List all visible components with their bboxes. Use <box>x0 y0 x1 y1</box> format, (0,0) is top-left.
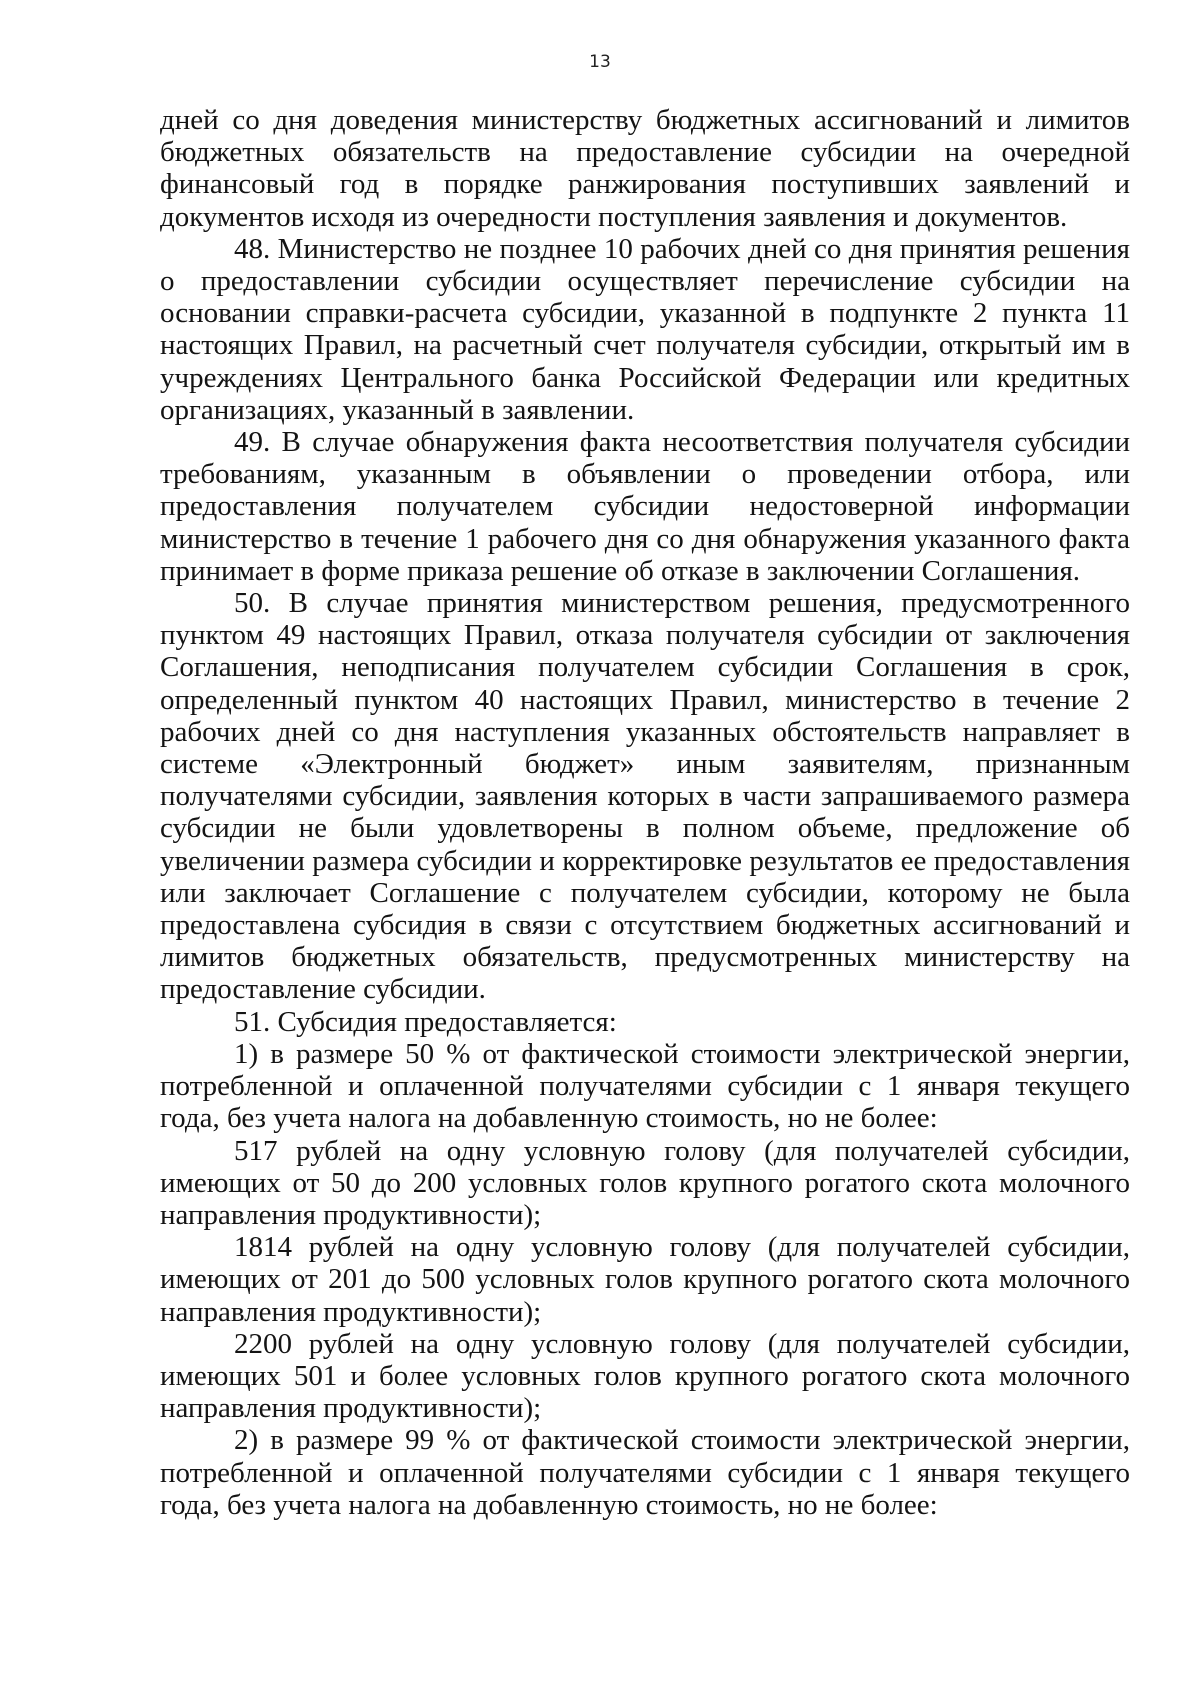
subitem-1: 1) в размере 50 % от фактической стоимости электрической энергии, потребленной и оплаченной получателями субсидии с 1 января текущего года, без учета налога на добавленную стоимость, но не более: <box>160 1037 1130 1135</box>
subitem-2: 2) в размере 99 % от фактической стоимости электрической энергии, потребленной и оплаченной получателями субсидии с 1 января текущего года, без учета налога на добавленную стоимость, но не более: <box>160 1424 1130 1521</box>
paragraph-50: 50. В случае принятия министерством решения, предусмотренного пунктом 49 настоящих Правил, отказа получателя субсидии от заключения Соглашения, неподписания получателем субсидии Соглашения в срок, определенный пунктом 40 настоящих Правил, министерство в течение 2 рабочих дней со дня наступления указанных обстоятельств направляет в системе «Электронный бюджет» иным заявителям, признанным получателями субсидии, заявления которых в части запрашиваемого размера субсидии не были удовлетворены в полном объеме, предложение об увеличении размера субсидии и корректировке результатов ее предоставления или заключает Соглашение с получателем субсидии, которому не была предоставлена субсидия в связи с отсутствием бюджетных ассигнований и лимитов бюджетных обязательств, предусмотренных министерству на предоставление субсидии. <box>160 587 1130 1006</box>
paragraph-continuation: дней со дня доведения министерству бюджетных ассигнований и лимитов бюджетных обязательств на предоставление субсидии на очередной финансовый год в порядке ранжирования поступивших заявлений и документов исходя из очередности поступления заявления и документов. <box>160 104 1130 233</box>
amount-2200: 2200 рублей на одну условную голову (для получателей субсидии, имеющих 501 и более условных голов крупного рогатого скота молочного направления продуктивности); <box>160 1327 1130 1425</box>
amount-517: 517 рублей на одну условную голову (для получателей субсидии, имеющих от 50 до 200 условных голов крупного рогатого скота молочного направления продуктивности); <box>160 1134 1130 1231</box>
paragraph-51: 51. Субсидия предоставляется: <box>234 1005 617 1038</box>
paragraph-48: 48. Министерство не позднее 10 рабочих дней со дня принятия решения о предоставлении субсидии осуществляет перечисление субсидии на основании справки-расчета субсидии, указанной в подпункте 2 пункта 11 настоящих Правил, на расчетный счет получателя субсидии, открытый им в учреждениях Центрального банка Российской Федерации или кредитных организациях, указанный в заявлении. <box>160 232 1130 426</box>
document-body <box>160 104 1130 1521</box>
page-number: 13 <box>589 52 611 72</box>
paragraph-49: 49. В случае обнаружения факта несоответствия получателя субсидии требованиям, указанным в объявлении о проведении отбора, или предоставления получателем субсидии недостоверной информации министерство в течение 1 рабочего дня со дня обнаружения указанного факта принимает в форме приказа решение об отказе в заключении Соглашения. <box>160 426 1130 587</box>
amount-1814: 1814 рублей на одну условную голову (для получателей субсидии, имеющих от 201 до 500 условных голов крупного рогатого скота молочного направления продуктивности); <box>160 1231 1130 1328</box>
